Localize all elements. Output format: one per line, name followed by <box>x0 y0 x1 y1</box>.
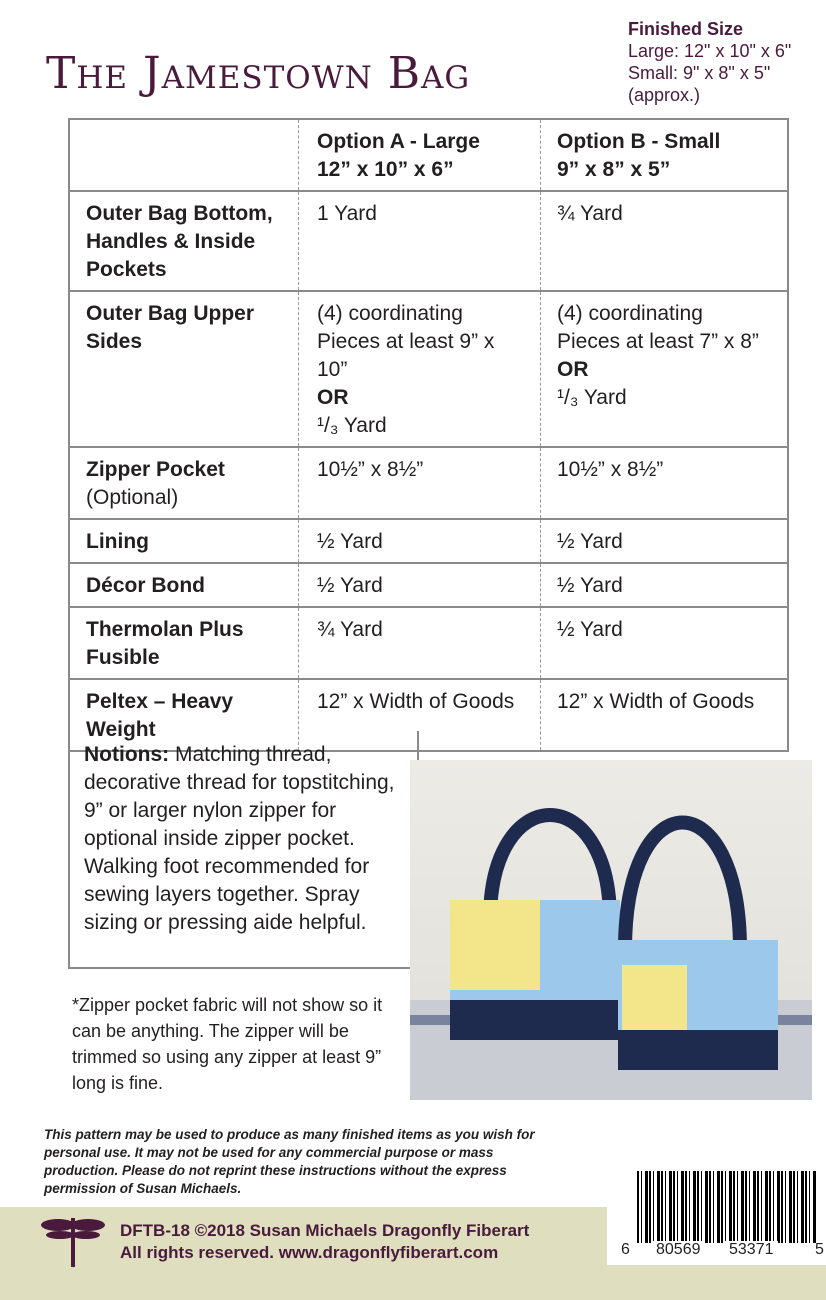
header-option-b <box>541 119 789 191</box>
cell-or: OR <box>317 386 349 409</box>
finished-size-note: (approx.) <box>628 85 701 105</box>
cell-alt: ¹/₃ Yard <box>317 414 387 437</box>
table-row <box>69 291 788 447</box>
cell-a: ½ Yard <box>299 563 541 607</box>
cell-a: 10½” x 8½” <box>299 447 541 519</box>
footer-line-2: All rights reserved. www.dragonflyfiberart.com <box>120 1243 499 1262</box>
cell-b: ¾ Yard <box>541 191 789 291</box>
legal-notice: This pattern may be used to produce as many finished items as you wish for personal use. It may not be used for any commercial purpose or mass production. Please do not reprint these instructions without the express permission of Susan Michaels. <box>44 1127 535 1196</box>
row-label: Décor Bond <box>86 574 206 597</box>
table-row <box>69 519 788 563</box>
cell-alt: ¹/₃ Yard <box>557 386 627 409</box>
header-a-title: Option A - Large <box>317 130 480 153</box>
header-a-size: 12” x 10” x 6” <box>317 158 454 181</box>
footer-copyright <box>120 1220 529 1264</box>
cell-b: ½ Yard <box>541 563 789 607</box>
barcode <box>607 1163 826 1265</box>
barcode-digits: 53371 <box>725 1241 778 1259</box>
cell-b: ½ Yard <box>541 519 789 563</box>
row-sublabel: (Optional) <box>86 486 179 509</box>
finished-size-heading: Finished Size <box>628 19 744 39</box>
cell-b: 12” x Width of Goods <box>541 679 789 751</box>
row-label: Peltex – Heavy Weight <box>86 690 234 741</box>
table-header <box>69 119 788 191</box>
notions-box <box>68 731 419 969</box>
row-label: Thermolan Plus Fusible <box>86 618 244 669</box>
bag-photo <box>410 760 812 1100</box>
barcode-digits: 80569 <box>652 1241 705 1259</box>
barcode-digit: 6 <box>621 1241 630 1258</box>
row-label: Lining <box>86 530 149 553</box>
cell-a: 12” x Width of Goods <box>299 679 541 751</box>
cell-a <box>299 291 541 447</box>
barcode-digit: 5 <box>815 1241 824 1258</box>
barcode-bars <box>637 1171 817 1243</box>
dragonfly-logo-icon <box>40 1215 106 1267</box>
footer-line-1: DFTB-18 ©2018 Susan Michaels Dragonfly Fiberart <box>120 1221 530 1240</box>
header-b-size: 9” x 8” x 5” <box>557 158 671 181</box>
row-label: Outer Bag Upper Sides <box>86 302 255 353</box>
cell-text: (4) coordinating Pieces at least 9” x 10” <box>317 302 495 381</box>
cell-text: (4) coordinating Pieces at least 7” x 8” <box>557 302 759 353</box>
table-row <box>69 563 788 607</box>
requirements-table <box>68 118 789 752</box>
footnote: *Zipper pocket fabric will not show so it can be anything. The zipper will be trimmed so using any zipper at least 9” long is fine. <box>72 995 383 1093</box>
finished-size-small: Small: 9" x 8" x 5" <box>628 63 771 83</box>
cell-or: OR <box>557 358 589 381</box>
table-row <box>69 447 788 519</box>
table-row <box>69 607 788 679</box>
header-b-title: Option B - Small <box>557 130 721 153</box>
header-option-a <box>299 119 541 191</box>
cell-a: ¾ Yard <box>299 607 541 679</box>
notions-text: Matching thread, decorative thread for topstitching, 9” or larger nylon zipper for optional inside zipper pocket. Walking foot recommended for sewing layers together. Spray sizing or pressing aide helpful. <box>84 743 395 934</box>
tote-bags-illustration <box>410 760 812 1100</box>
cell-a: 1 Yard <box>299 191 541 291</box>
row-label: Outer Bag Bottom, Handles & Inside Pockets <box>86 202 273 281</box>
table-row <box>69 191 788 291</box>
cell-b: ½ Yard <box>541 607 789 679</box>
page-title: The Jamestown Bag <box>46 48 471 99</box>
row-label: Zipper Pocket <box>86 458 225 481</box>
cell-b: 10½” x 8½” <box>541 447 789 519</box>
finished-size-large: Large: 12" x 10" x 6" <box>628 41 792 61</box>
notions-label: Notions: <box>84 743 170 766</box>
finished-size <box>628 18 791 106</box>
cell-b <box>541 291 789 447</box>
cell-a: ½ Yard <box>299 519 541 563</box>
